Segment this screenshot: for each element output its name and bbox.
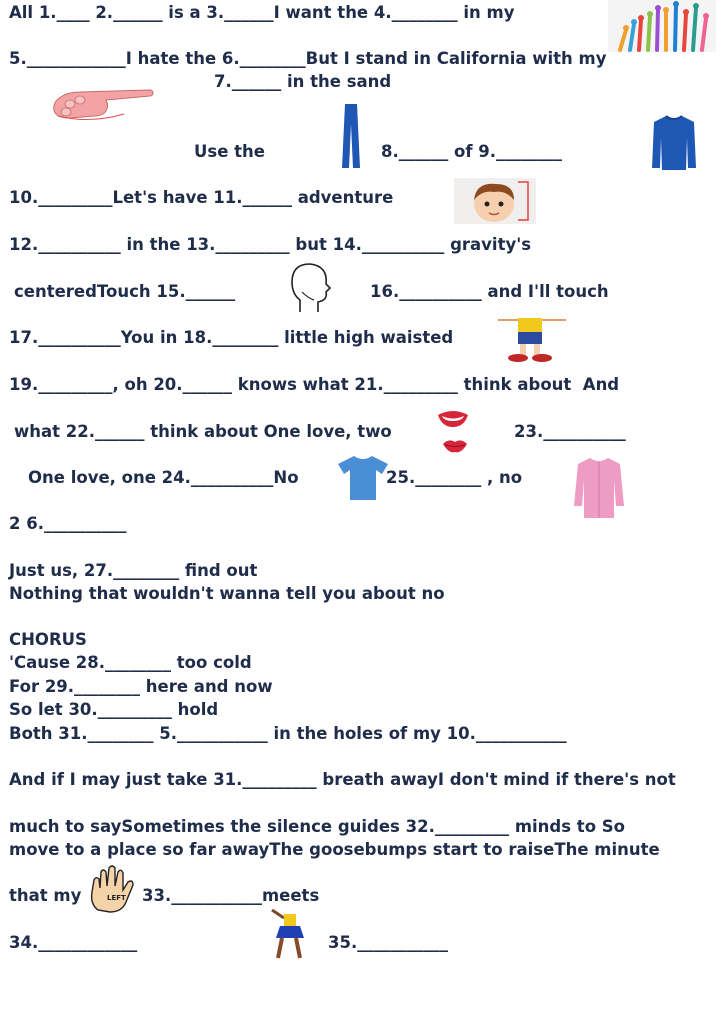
worksheet-line-17: Just us, 27.________ find out — [9, 561, 258, 580]
head-profile-icon — [288, 262, 332, 314]
worksheet-line-14: One love, one 24.__________No — [28, 468, 299, 487]
worksheet-line-6: 10._________Let's have 11.______ adventure — [9, 188, 394, 207]
face-icon — [454, 178, 536, 224]
worksheet-line-3: 7.______ in the sand — [214, 72, 392, 91]
worksheet-line-8: centeredTouch 15.______ — [14, 282, 236, 301]
worksheet-line-7: 12.__________ in the 13._________ but 14.__________ gravity's — [9, 235, 532, 254]
dancing-figure-icon — [268, 908, 308, 960]
worksheet-line-2: 5.____________I hate the 6.________But I stand in California with my — [9, 49, 607, 68]
worksheet-line-28: 33.___________meets — [142, 886, 320, 905]
worksheet-line-20: 'Cause 28.________ too cold — [9, 653, 252, 672]
worksheet-line-29: 34.____________ — [9, 933, 138, 952]
worksheet-line-21: For 29.________ here and now — [9, 677, 273, 696]
worksheet-line-27: that my — [9, 886, 82, 905]
raised-hands-icon — [608, 0, 716, 52]
worksheet-line-16: 2 6.__________ — [9, 514, 127, 533]
child-figure-icon — [496, 316, 568, 366]
pants-icon — [340, 104, 362, 170]
worksheet-line-12: what 22.______ think about One love, two — [14, 422, 392, 441]
worksheet-line-9: 16.__________ and I'll touch — [370, 282, 609, 301]
worksheet-line-26: move to a place so far awayThe goosebumps start to raiseThe minute — [9, 840, 660, 859]
left-hand-icon — [88, 864, 140, 914]
tshirt-icon — [336, 454, 390, 502]
worksheet-line-15: 25.________ , no — [386, 468, 523, 487]
pointing-hand-icon — [50, 84, 156, 122]
chorus-heading: CHORUS — [9, 630, 87, 649]
worksheet-line-18: Nothing that wouldn't wanna tell you about no — [9, 584, 445, 603]
worksheet-line-10: 17.__________You in 18.________ little high waisted — [9, 328, 454, 347]
worksheet-line-23: Both 31.________ 5.___________ in the holes of my 10.___________ — [9, 724, 567, 743]
worksheet-line-25: much to saySometimes the silence guides 32._________ minds to So — [9, 817, 625, 836]
worksheet-line-11: 19._________, oh 20.______ knows what 21._________ think about And — [9, 375, 620, 394]
lips-icon — [442, 438, 468, 454]
worksheet-line-4: Use the — [194, 142, 265, 161]
worksheet-line-30: 35.___________ — [328, 933, 448, 952]
smiling-lips-icon — [436, 409, 470, 429]
hand-label: LEFT — [107, 894, 126, 902]
worksheet-line-13: 23.__________ — [514, 422, 626, 441]
sweater-icon — [650, 114, 698, 172]
worksheet-line-5: 8.______ of 9.________ — [381, 142, 563, 161]
worksheet-line-22: So let 30._________ hold — [9, 700, 219, 719]
worksheet-line-24: And if I may just take 31._________ breath awayI don't mind if there's not — [9, 770, 676, 789]
worksheet-line-1: All 1.____ 2.______ is a 3.______I want the 4.________ in my — [9, 3, 515, 22]
pink-shirt-icon — [572, 456, 626, 520]
